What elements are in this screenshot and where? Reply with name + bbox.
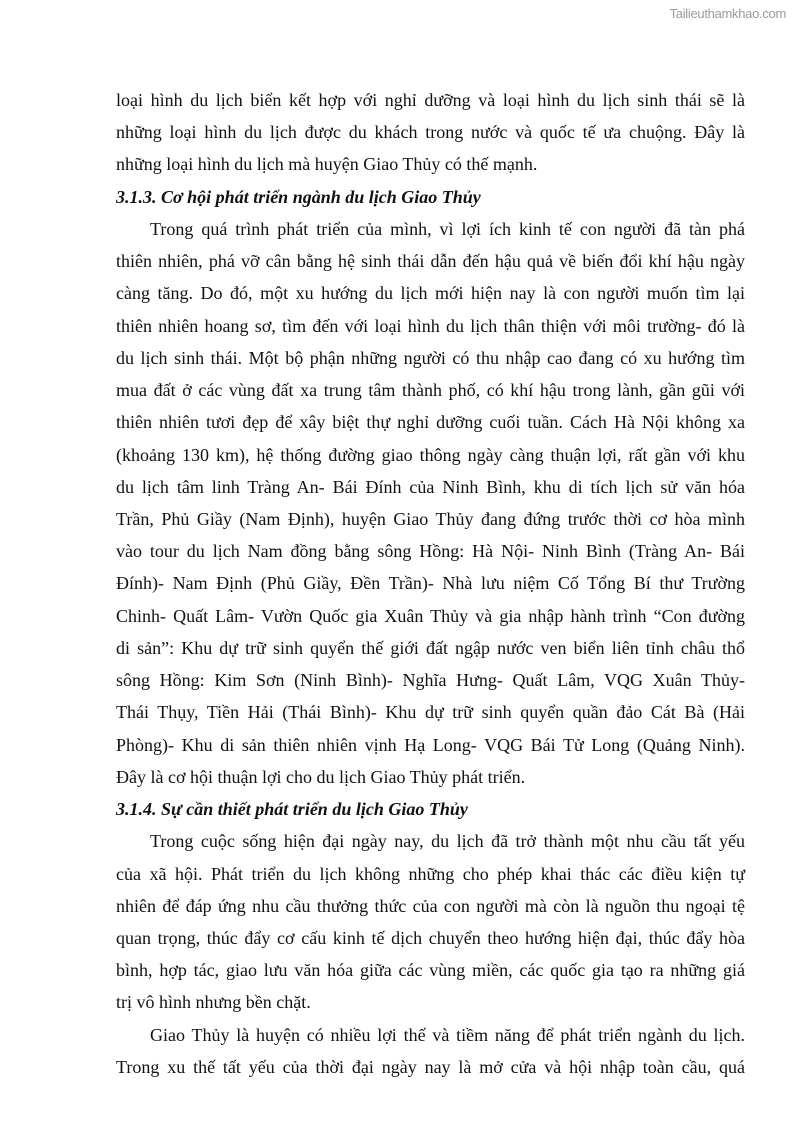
text-line: Phòng)- Khu di sản thiên nhiên vịnh Hạ Long- VQG Bái Tử Long (Quảng Ninh). <box>116 734 745 755</box>
text-line: Giao Thủy là huyện có nhiều lợi thế và tiềm năng để phát triển ngành du lịch. <box>150 1024 745 1045</box>
text-line: thiên nhiên, phá vỡ cân bằng hệ sinh thái dẫn đến hậu quả về biến đổi khí hậu ngày <box>116 251 745 272</box>
text-line: du lịch tâm linh Tràng An- Bái Đính của Ninh Bình, khu di tích lịch sử văn hóa <box>116 476 745 497</box>
text-line: Trần, Phủ Giầy (Nam Định), huyện Giao Thủy đang đứng trước thời cơ hòa mình <box>116 508 745 529</box>
text-line: càng tăng. Do đó, một xu hướng du lịch mới hiện nay là con người muốn tìm lại <box>116 283 745 304</box>
text-line: trị vô hình nhưng bền chặt. <box>116 992 311 1013</box>
text-line: Thái Thụy, Tiền Hải (Thái Bình)- Khu dự trữ sinh quyển quần đảo Cát Bà (Hải <box>116 702 745 723</box>
text-line: những loại hình du lịch mà huyện Giao Thủy có thế mạnh. <box>116 154 538 175</box>
section-heading: 3.1.3. Cơ hội phát triển ngành du lịch Giao Thủy <box>116 186 481 207</box>
text-line: nhiên để đáp ứng nhu cầu thưởng thức của con người mà còn là nguồn thu ngoại tệ <box>116 895 745 916</box>
text-line: Trong xu thế tất yếu của thời đại ngày nay là mở cửa và hội nhập toàn cầu, quá <box>116 1056 745 1077</box>
text-line: thiên nhiên hoang sơ, tìm đến với loại hình du lịch thân thiện với môi trường- đó là <box>116 315 745 336</box>
text-line: Trong quá trình phát triển của mình, vì lợi ích kinh tế con người đã tàn phá <box>150 218 745 239</box>
text-line: thiên nhiên tươi đẹp để xây biệt thự nghỉ dưỡng cuối tuần. Cách Hà Nội không xa <box>116 412 745 433</box>
text-line: quan trọng, thúc đẩy cơ cấu kinh tế dịch chuyển theo hướng hiện đại, thúc đẩy hòa <box>116 927 745 948</box>
text-line: (khoảng 130 km), hệ thống đường giao thông ngày càng thuận lợi, rất gần với khu <box>116 444 745 465</box>
text-line: di sản”: Khu dự trữ sinh quyển thế giới đất ngập nước ven biển liên tỉnh châu thổ <box>116 637 745 658</box>
text-line: Đây là cơ hội thuận lợi cho du lịch Giao Thủy phát triển. <box>116 766 526 787</box>
text-line: Trong cuộc sống hiện đại ngày nay, du lịch đã trở thành một nhu cầu tất yếu <box>150 831 745 852</box>
section-heading: 3.1.4. Sự cần thiết phát triển du lịch Giao Thủy <box>116 799 468 820</box>
text-line: du lịch sinh thái. Một bộ phận những người có thu nhập cao đang có xu hướng tìm <box>116 347 745 368</box>
text-line: những loại hình du lịch được du khách trong nước và quốc tế ưa chuộng. Đây là <box>116 122 745 143</box>
text-line: vào tour du lịch Nam đồng bằng sông Hồng: Hà Nội- Ninh Bình (Tràng An- Bái <box>116 541 745 562</box>
watermark: Tailieuthamkhao.com <box>669 6 786 21</box>
text-line: Đính)- Nam Định (Phủ Giầy, Đền Trần)- Nhà lưu niệm Cố Tổng Bí thư Trường <box>116 573 745 594</box>
text-line: loại hình du lịch biển kết hợp với nghỉ dưỡng và loại hình du lịch sinh thái sẽ là <box>116 90 745 110</box>
text-line: mua đất ở các vùng đất xa trung tâm thành phố, có khí hậu trong lành, gần gũi với <box>116 380 745 401</box>
text-line: của xã hội. Phát triển du lịch không những cho phép khai thác các điều kiện tự <box>116 863 745 884</box>
text-line: sông Hồng: Kim Sơn (Ninh Bình)- Nghĩa Hưng- Quất Lâm, VQG Xuân Thủy- <box>116 670 745 691</box>
text-line: bình, hợp tác, giao lưu văn hóa giữa các vùng miền, các quốc gia tạo ra những giá <box>116 960 745 981</box>
text-line: Chinh- Quất Lâm- Vườn Quốc gia Xuân Thủy và gia nhập hành trình “Con đường <box>116 605 745 626</box>
